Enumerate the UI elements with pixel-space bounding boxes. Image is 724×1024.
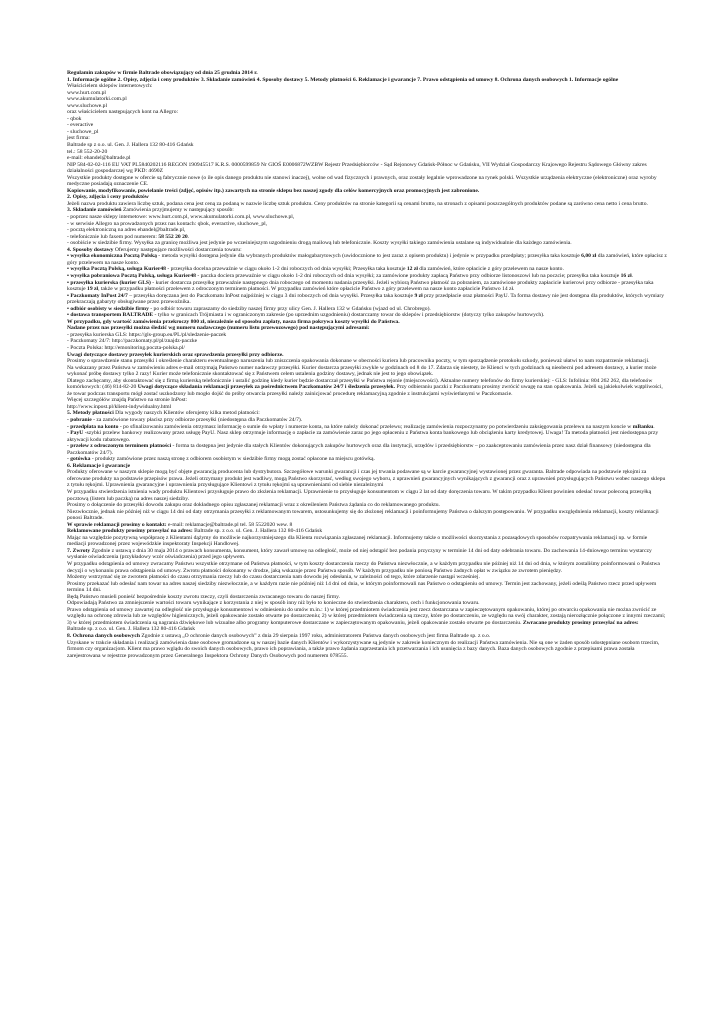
body-text: Prawo odstąpienia od umowy zawartej na odległość nie przysługuje konsumentowi w odniesieniu do umów m.in.: 1) w której przedmiotem świadczenia jest rzecz dostarczana w zapieczętowanym opakowaniu, której po otwarciu opakowania nie można zwrócić ze względu na ochronę zdrowia lub ze względów higienicznych, jeżeli opakowanie zostało otwarte po dostarczeniu; 2) w której przedmiotem świadczenia są rzeczy, które po dostarczeniu, ze względu na swój charakter, zostają nierozłącznie połączone z innymi rzeczami; 3) w której przedmiotem świadczenia są nagrania dźwiękowe lub wizualne albo programy komputerowe dostarczane w zapieczętowanym opakowaniu, jeżeli opakowanie zostało otwarte po dostarczeniu. [67, 606, 666, 626]
document-line [67, 162, 667, 175]
body-text: Możemy wstrzymać się ze zwrotem płatności do czasu otrzymania rzeczy lub do czasu dostarczenia nam dowodu jej odesłania, w zależności od tego, które zdarzenie nastąpi wcześniej. [67, 574, 480, 581]
body-text: - tylko w granicach Trójmiasta i w ograniczonym zakresie (po uprzednim uzgodnieniu) dostarczamy towar do sklepów i przedsiębiorstw (dotyczy tylko zakupów hurtowych). [153, 312, 545, 319]
bold-text: 19 zł [87, 286, 99, 293]
document-line [67, 489, 667, 502]
body-text: Będą Państwo musieli ponieść bezpośrednie koszty zwrotu rzeczy, czyli dostarczenia zwracanego towaru do naszej firmy. [67, 593, 340, 600]
body-text: Zgodnie z ustawą z dnia 30 maja 2014 o prawach konsumenta, konsument, który zawarł umowę na odległość, może od niej odstąpić bez podania przyczyny w terminie 14 dni od daty odebrania towaru. Do zachowania 14-dniowego terminu wystarczy wysłanie oświadczenia (przykładowy wzór oświadczenia) przed jego upływem. [67, 547, 652, 561]
body-text: Zgodnie z ustawą „O ochronie danych osobowych” z dnia 29 sierpnia 1997 roku, administratorem Państwa danych osobowych jest firma Baltrade sp. z o.o. [139, 633, 491, 640]
body-text: Więcej szczegółów znajdą Państwo na stronie InPost: [67, 397, 188, 404]
body-text: - telefonicznie lub faxem pod numerem: [67, 233, 159, 240]
body-text: www.hurt.com.pl [67, 89, 106, 96]
body-text: Baltrade sp. z o.o. ul. Gen. J. Hallera 132 80-416 Gdańsk [67, 626, 196, 633]
body-text: - Poczta Polska: http://emonitoring.poczta-polska.pl/ [67, 344, 185, 351]
body-text: - produkty zamówione przez naszą stronę z odbiorem osobistym w siedzibie firmy mogą zostać opłacone na miejscu gotówką. [90, 456, 375, 463]
body-text: Baltrade sp. z o.o. ul. Gen. J. Hallera 132 80-416 Gdańsk [192, 528, 323, 535]
bold-text: 4. Sposoby dostawy [67, 246, 114, 253]
document-line [67, 253, 667, 266]
document-line [67, 378, 667, 398]
bold-text: 1. Informacje ogólne 2. Opisy, zdjęcia i ceny produktów 3. Składanie zamówień 4. Sposoby dostawy 5. Metody płatności 6. Reklamacje i gwarancje 7. Prawo odstąpienia od umowy 8. Ochrona danych osobowych 1. Informacje ogólne [67, 76, 619, 83]
body-text: Niezwłocznie, jednak nie później niż w ciągu 14 dni od daty otrzymania przesyłki z reklamowanym towarem, ustosunkujemy się do złożonej reklamacji i poinformujemy Państwa o dalszym postępowaniu. W przypadku uwzględnienia reklamacji, koszty reklamacji ponosi Baltrade. [67, 508, 659, 522]
bold-text: • odbiór osobisty w siedzibie firmy [67, 305, 149, 312]
body-text: Dla wygody naszych Klientów oferujemy kilka metod płatności: [113, 410, 260, 417]
body-text: - metoda wysyłki dostępna jedynie dla wybranych produktów małogabarytowych (uwidocznione to jest zaraz z opisem produktu) i jedynie w przypadku przedpłaty; przesyłka taka kosztuje [156, 253, 582, 260]
body-text: - osobiście w siedzibie firmy. Wysyłka za granicę możliwa jest jedynie po wcześniejszym uzgodnieniu drogą mailową lub telefonicznie. Koszty wysyłki takiego zamówienia ustalane są indywidualnie dla każdego zamówienia. [67, 240, 572, 247]
bold-text: mBanku [632, 423, 654, 430]
regulamin-document [67, 70, 667, 659]
body-text: W przypadku odstąpienia od umowy zwracamy Państwu wszystkie otrzymane od Państwa płatności, w tym koszty dostarczenia rzeczy do Państwa niezwłocznie, a w każdym przypadku nie później niż 14 dni od dnia, w którym zostaliśmy poinformowani o Państwa decyzji o wykonaniu prawa odstąpienia od umowy. Zwrotu płatności dokonamy w drodze, jaką wskazuje przez Państwa sposób. W każdym przypadku nie poniosą Państwo żadnych opłat w związku ze zwrotem pieniędzy. [67, 561, 660, 574]
document-line [67, 607, 667, 627]
body-text: e-mail: ehandel@baltrade.pl [67, 155, 131, 162]
bold-text: Nadane przez nas przesyłki można śledzić wg numeru nadawczego (numeru listu przewozowego) pod następującymi adresami: [67, 325, 370, 332]
body-text: Oferujemy następujące możliwości dostarczenia towaru: [113, 246, 242, 253]
body-text: . [653, 423, 655, 430]
bold-text: 6,00 zł [581, 253, 597, 260]
body-text: Przy odbieraniu paczki z Paczkomatu prosimy zwrócić uwagę na stan opakowania. Jeżeli są jakiekolwiek wątpliwości, że towar podczas transportu mógł zostać uszkodzony lub mogło dojść do próby otwarcia przesyłki należy zainicjować procedurę reklamacyjną zgodnie z instrukcjami wyświetlanymi w Paczkomacie. [67, 384, 663, 397]
body-text: - kurier dostarcza przesyłkę przewaźnie następnego dnia roboczego od momentu nadania przesyłki. Jeżeli wybiorą Państwo płatność za pobraniem, za zamówione produkty zapłacicie kurierowi przy odbiorze - przesyłka taka kosztuje [67, 279, 654, 293]
body-text: www.akumulatorki.com.pl [67, 96, 127, 103]
document-line [67, 293, 667, 306]
body-text: http://www.inpost.pl/klient-indywidualny.html [67, 403, 172, 410]
bold-text: Reklamowane produkty prosimy przesyłać na adres: [67, 528, 193, 535]
body-text: Produkty oferowane w naszym sklepie mogą być objęte gwarancją producenta lub dystrybutora. Szczegółowe warunki gwarancji i czas jej trwania podawane są w karcie gwarancyjnej wystawionej przez gwaranta. Baltrade odpowiada na podstawie rękojmi za oferowane produkty na podstawie przepisów prawa. Jeżeli otrzymany produkt jest wadliwy, mogą Państwo skorzystać, według swojego wyboru, z uprawnień gwarancyjnych wynikających z gwarancji oraz z uprawnień przysługujących Państwu wobec naszego sklepu z tytułu rękojmi. Uprawnienia gwarancyjne i uprawnienia przysługujące Klientowi z tytułu rękojmi są uprawnieniami od siebie niezależnymi [67, 469, 666, 489]
document-line [67, 640, 667, 660]
body-text: W przypadku stwierdzenia istnienia wady produktu Klientowi przysługuje prawo do złożenia reklamacji. Uprawnienie to przysługuje konsumentom w ciągu 2 lat od daty doręczenia towaru. W takim przypadku Klient powinien odesłać towar poleconą przesyłką pocztową (listem lub paczką) na adres naszej siedziby. [67, 489, 652, 502]
bold-text: • dostawa transportem BALTRADE [67, 312, 154, 319]
bold-text: W przypadku, gdy wartość zamówienia przekroczy 800 zł, niezależnie od sposobu zapłaty, nasza firma pokrywa koszty wysyłki do Państwa. [67, 318, 400, 325]
bold-text: - przedpłata na konto [67, 423, 119, 430]
bold-text: - pobranie [67, 416, 92, 423]
body-text: - qbok [67, 115, 82, 122]
body-text: www.sluchowe.pl [67, 102, 108, 109]
bold-text: Uwagi dotyczące dostawy przesyłek kurierskich oraz sprawdzenia przesyłki przy odbiorze. [67, 351, 284, 358]
document-line [67, 365, 667, 378]
bold-text: 8. Ochrona danych osobowych [67, 633, 140, 640]
bold-text: - przelew z odroczonym terminem płatności [67, 443, 172, 450]
bold-text: 58 552 20 20 [158, 233, 188, 240]
document-line [67, 509, 667, 522]
body-text: Uzyskane w trakcie składania i realizacji zamówienia dane osobowe gromadzone są w naszej bazie danych Klientów i wykorzystywane są jedynie w zakresie koniecznym do realizacji Państwa zamówienia. Nie są one w żaden sposób udostępniane osobom trzecim, firmom czy organizacjom. Klient ma prawo wglądu do swoich danych osobowych, prawo ich poprawiania, a także prawo żądania zaprzestania ich przetwarzania i ich usunięcia z bazy danych. Baza danych osobowych zgodnie z przepisami prawa została zarejestrowana w rejestrze prowadzonym przez Generalnego Inspektora Ochrony Danych Osobowych pod numerem 078555. [67, 639, 660, 659]
bold-text: 5. Metody płatności [67, 410, 114, 417]
body-text: - Paczkomaty 24/7: http://paczkomaty.pl/pl/znajdz-paczke [67, 338, 198, 345]
bold-text: Kopiowanie, modyfikowanie, powielanie treści (zdjęć, opisów itp.) zawartych na stronie sklepu bez naszej zgody dla celów komercyjnych oraz promocyjnych jest zabronione. [67, 187, 480, 194]
body-text: oraz właścicielem następujących kont na Allegro: [67, 109, 179, 116]
document-line [67, 535, 667, 548]
body-text: jest firma: [67, 135, 90, 142]
body-text: . [187, 233, 190, 240]
body-text: . [631, 272, 634, 279]
body-text: Na wskazany przez Państwa w zamówieniu adres e-mail otrzymają Państwo numer nadawczy przesyłki. Kurier dostarcza przesyłki zwykle w godzinach od 8 do 17. Zdarza się niestety, że Klienci w tych godzinach są nieobecni pod adresem dostawy, a kurier może wykonać próbę dostawy tylko 2 razy! Kurier może telefonicznie skontaktować się z Państwem celem ustalenia godziny dostawy, jednak nie jest to jego obowiązek. [67, 364, 657, 378]
bold-text: Zwracane produkty prosimy przesyłać na adres: [522, 619, 639, 626]
body-text: Prosimy o sprawdzenie stanu przesyłki i określenie charakteru ewentualnego naruszenia lub zniszczenia opakowania dokonane w obecności kuriera lub pracownika poczty, w tym sporządzenie protokołu szkody, ponieważ ułatwi to nam rozpatrzenie reklamacji. [67, 358, 650, 365]
bold-text: Uwagi dotyczące składania reklamacji przesyłek za pośrednictwem Paczkomatów 24/7 i śledzenia przesyłek. [137, 384, 396, 391]
body-text: -szybki przelew bankowy realizowany przez usługę PayU. Nasz sklep otrzymuje informację o zapłacie za zamówienie zaraz po jego opłaceniu z Państwa konta bankowego lub obciążeniu karty kredytowej. Uwaga! Ta metoda płatności jest niedostępna przy aktywacji kodu rabatowego. [67, 430, 659, 443]
body-text: Zamówienia przyjmujemy w następujący sposób: [121, 207, 234, 214]
document-line [67, 280, 667, 293]
body-text: Odpowiadają Państwo za zmniejszenie wartości towaru wynikające z korzystania z niej w sposób inny niż było to konieczne do stwierdzenia charakteru, cech i funkcjonowania towaru. [67, 600, 480, 607]
document-line [67, 561, 667, 574]
bold-text: - gotówka [67, 456, 91, 463]
body-text: - przesyłka docelna przewaźnie w ciągu około 1-2 dni roboczych od dnia wysyłki; Przesyłka taka kosztuje [165, 266, 407, 273]
document-line [67, 77, 667, 84]
bold-text: W sprawie reklamacji prosimy o kontakt: [67, 521, 167, 528]
body-text: NIP 584-02-02-116 EU VAT PL5840202116 REGON 190945517 K.R.S. 0000599859 Nr GIOŚ E0006872WZBW Rejestr Przedsiębiorców - Sąd Rejonowy Gdańsk-Północ w Gdańsku, VII Wydział Gospodarczy Krajowego Rejestru Sądowego Główny zakres działalności gospodarczej wg PKD: 4690Z [67, 161, 647, 175]
body-text: – przesyłka doręczana jest do Paczkomatu InPost najpóźniej w ciągu 3 dni roboczych od dnia wysyłki. Przesyłka taka kosztuje [127, 292, 415, 299]
body-text: Mając na względzie pozytywną współpracę z Klientami dążymy do możliwie najkorzystniejszego dla Klienta rozwiązania zgłaszanej reklamacji. Informujemy także o możliwości skorzystania z pozasądowych sposobów rozpatrywania reklamacji np. w formie mediacji prowadzonej przez wojewódzkie inspektoraty Inspekcji Handlowej. [67, 534, 648, 548]
bold-text: • wysyłka Pocztą Polską, usługa Kurier48 [67, 266, 166, 273]
body-text: - everactive [67, 122, 94, 129]
body-text: - pocztą elektroniczną na adres ehandel@baltrade.pl, [67, 227, 186, 234]
body-text: - poprzez nasze sklepy internetowe: www.hurt.com.pl, www.akumulatorki.com.pl, www.sluchowe.pl, [67, 214, 295, 221]
document-line [67, 548, 667, 561]
body-text: Prosimy przekazać lub odesłać nam towar na adres naszej siedziby niezwłocznie, a w każdym razie nie później niż 14 dni od dnia, w którym poinformowali nas Państwo o odstąpieniu od umowy. Termin jest zachowany, jeżeli odeślą Państwo rzecz przed upływem terminu 14 dni. [67, 580, 657, 594]
bold-text: 3. Składanie zamówień [67, 207, 122, 214]
body-text: - sluchowe_pl [67, 128, 99, 135]
body-text: - paczka dociera przewaźnie w ciągu około 1-2 dni roboczych od dnia wysyłki; za zamówione produkty zapłacą Państwo przy odbiorze listonoszowi lub na poczcie; przesyłka taka kosztuje [195, 272, 621, 279]
body-text: Wszystkie produkty dostępne w ofercie są fabrycznie nowe (o ile opis danego produktu nie stanowi inaczej), wolne od wad fizycznych i prawnych, oraz zostały legalnie wprowadzone na rynek polski. Wszystkie urządzenia elektryczne (elektroniczne) oraz wyroby medyczne posiadają oznaczenie CE. [67, 174, 657, 188]
body-text: - forma ta dostępna jest jedynie dla stałych Klientów dokonujących zakupów hurtowych oraz dla instytucji, urzędów i przedsiębiorstw – po zaakceptowaniu zamówienia przez nasz dział finansowy (niedostępna dla Paczkomatów 24/7). [67, 443, 651, 456]
bold-text: 12 zł [406, 266, 418, 273]
bold-text: • Paczkomaty InPost 24/7 [67, 292, 128, 299]
body-text: e-mail: reklamacje@baltrade.pl tel. 58 5522020 wew. 8 [166, 521, 293, 528]
body-text: - za zamówione towary płacisz przy odbiorze przesyłki (niedostępna dla Paczkomatów 24/7). [91, 416, 303, 423]
body-text: - przesyłka kurierska GLS: https://gls-group.eu/PL/pl/sledzenie-paczek [67, 331, 227, 338]
document-line [67, 443, 667, 456]
document-line [67, 581, 667, 594]
bold-text: Regulamin zakupów w firmie Baltrade obowiązujący od dnia 25 grudnia 2014 r. [67, 70, 258, 76]
body-text: Jeżeli nazwa produktu zawiera liczbę sztuk, podana cena jest ceną za podaną w nazwie liczbę sztuk produktu. Ceny produktów na stronie kategorii są cenami brutto, na stronach z opisami poszczególnych produktów podane są zarówno cena netto i cena brutto. [67, 200, 648, 207]
body-text: Dlatego zachęcamy, aby skontaktować się z firmą kurierską telefonicznie i ustalić godzinę kiedy kurier będzie dostarczał przesyłki w Państwa rejonie (miejscowości). Aktualne numery telefonów do firmy kurierskiej: - GLS: Infolinia: 804 262 262, dla telefonów komórkowych: (46) 814-82-20 [67, 377, 653, 391]
body-text: tel.: 58 552-20-20 [67, 148, 108, 155]
document-line [67, 430, 667, 443]
bold-text: 6. Reklamacje i gwarancje [67, 462, 131, 469]
body-text: , także w przypadku płatności przelewem z odroczonym terminem płatności. W przypadku zamówień które opłacicie Państwo z góry przelewem na nasze konto zapłacicie Państwo 14 zł. [98, 286, 515, 293]
body-text: dla zamówień, które opłacisz z góry przelewem na nasze konto. [67, 253, 667, 266]
bold-text: • wysyłka pobraniowa Pocztą Polską, usługa Kurier48 [67, 272, 196, 279]
body-text: Baltrade sp z o.o. ul. Gen. J. Hallera 132 80-416 Gdańsk [67, 142, 194, 149]
body-text: - po odbiór towaru zapraszamy do siedziby naszej firmy przy ulicy Gen. J. Hallera 132 w Gdańsku (wjazd od ul. Chrobrego). [148, 305, 431, 312]
body-text: Prosimy o dołączenie do przesyłki dowodu zakupu oraz dokładnego opisu zgłaszanej reklamacji wraz z określeniem Państwa żądania co do reklamowanego produktu. [67, 502, 440, 509]
bold-text: 16 zł [620, 272, 632, 279]
bold-text: - PayU [67, 430, 84, 437]
bold-text: 9 zł [414, 292, 423, 299]
body-text: przy przedpłacie oraz płatności PayU. Ta forma dostawy nie jest dostępna dla produktów, których wymiary przekraczają gabaryty obsługiwane przez przewoźnika. [67, 292, 664, 306]
bold-text: 2. Opisy, zdjęcia i ceny produktów [67, 194, 149, 201]
document-line [67, 469, 667, 489]
body-text: Właścicielem sklepów internetowych: [67, 83, 153, 90]
bold-text: • przesyłka kurierska (kurier GLS) [67, 279, 151, 286]
body-text: dla zamówień, które opłacicie z góry przelewem na nasze konto. [417, 266, 564, 273]
bold-text: • wysyłka ekonomiczna Pocztą Polską [67, 253, 157, 260]
body-text: - po sfinalizowaniu zamówienia otrzymasz informację o sumie do wpłaty i numerze konta, na które należy dokonać przelewu; realizację zamówienia rozpoczynamy po potwierdzeniu zaksięgowania przelewu na naszym koncie w [118, 423, 633, 430]
document-line [67, 175, 667, 188]
body-text: - w serwisie Allegro na prowadzonych przez nas kontach: qbok, everactive, sluchowe_pl, [67, 220, 268, 227]
bold-text: 7. Zwroty [67, 547, 91, 554]
